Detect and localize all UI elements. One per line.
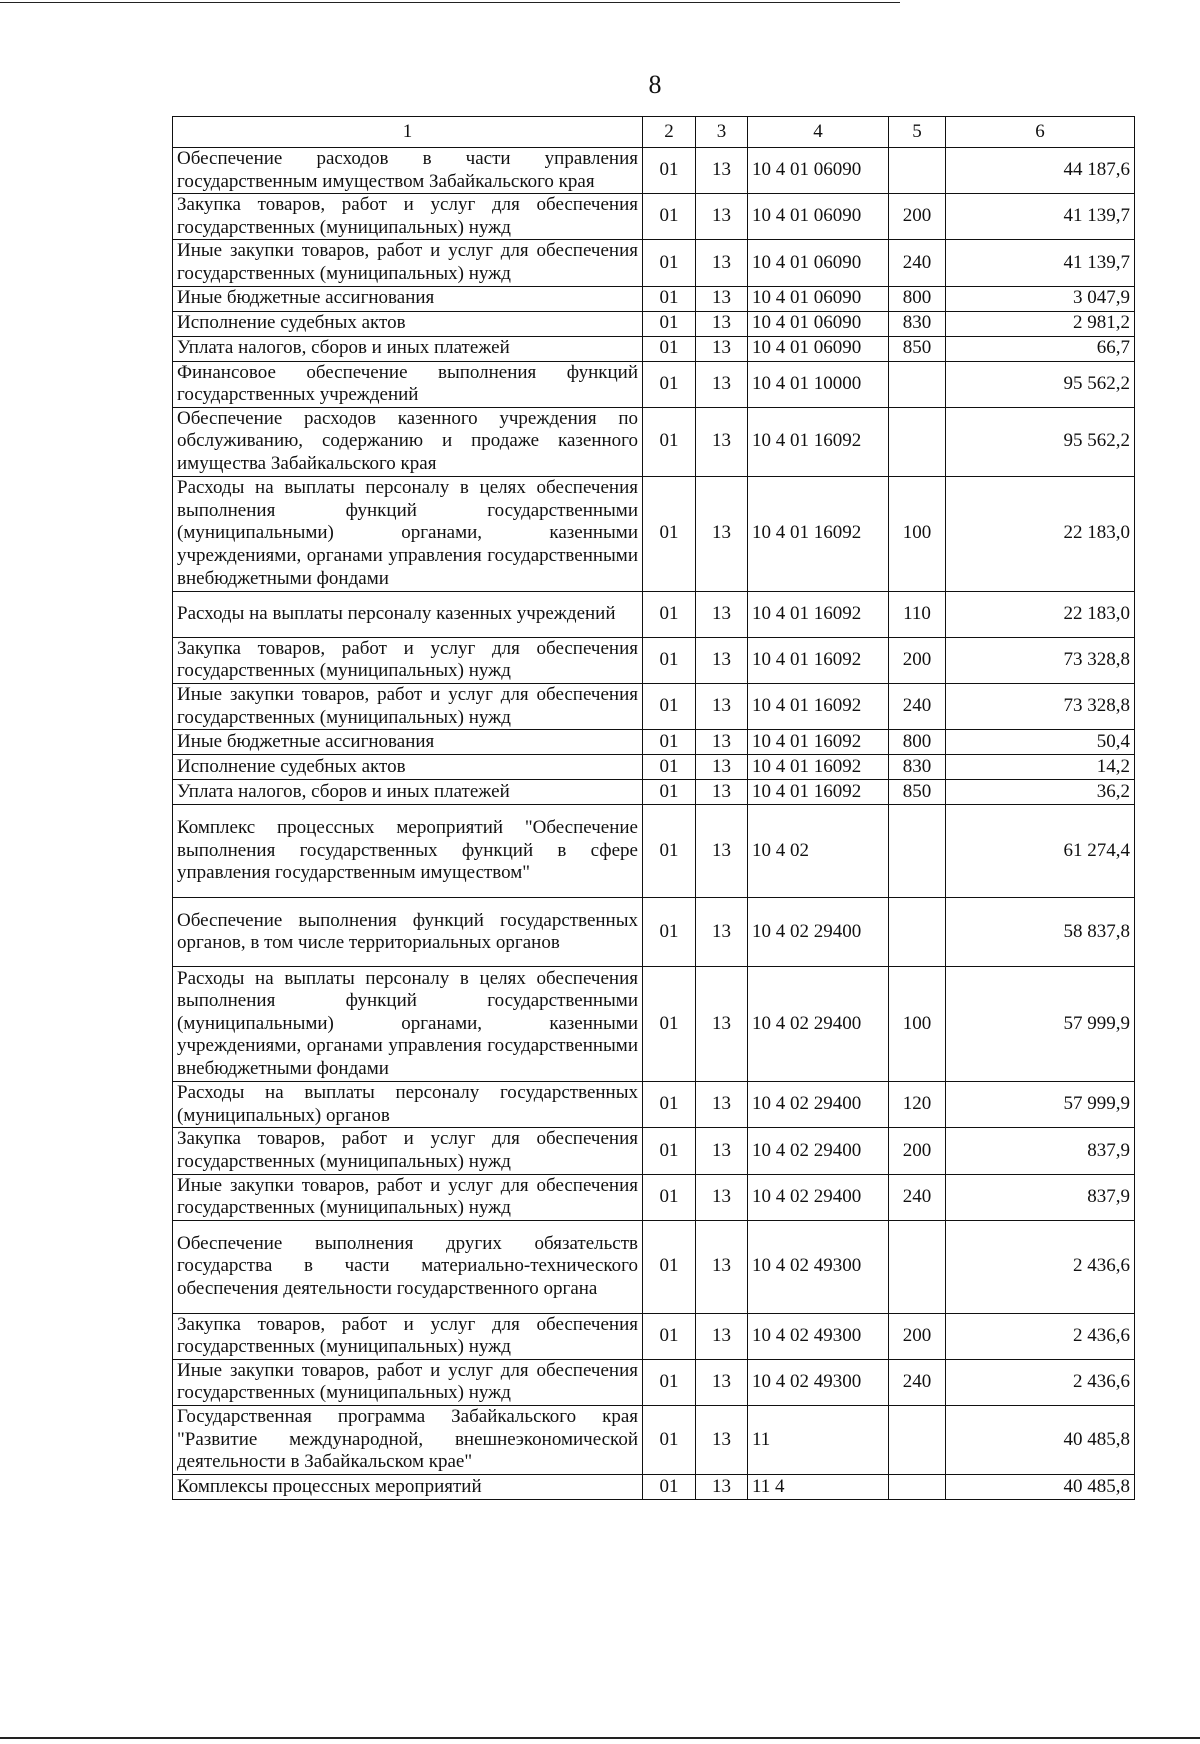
row-amount-cell: 837,9 xyxy=(946,1128,1135,1174)
row-name-cell: Расходы на выплаты персоналу государственных (муниципальных) органов xyxy=(173,1082,643,1128)
row-name-cell: Иные бюджетные ассигнования xyxy=(173,730,643,755)
row-section-cell: 01 xyxy=(643,407,696,476)
row-section-cell: 01 xyxy=(643,1313,696,1359)
row-name-cell: Комплекс процессных мероприятий "Обеспечение выполнения государственных функций в сфере управления государственным имуществом" xyxy=(173,805,643,898)
row-amount-cell: 50,4 xyxy=(946,730,1135,755)
row-section-cell: 01 xyxy=(643,637,696,683)
row-name-cell: Иные закупки товаров, работ и услуг для обеспечения государственных (муниципальных) нужд xyxy=(173,240,643,286)
budget-table-body xyxy=(173,117,1135,1500)
row-expense-type-cell xyxy=(889,1475,946,1500)
row-name-cell: Закупка товаров, работ и услуг для обеспечения государственных (муниципальных) нужд xyxy=(173,1313,643,1359)
row-target-code-cell: 10 4 02 29400 xyxy=(748,898,889,967)
row-target-code-cell: 10 4 02 49300 xyxy=(748,1359,889,1405)
row-expense-type-cell xyxy=(889,361,946,407)
row-expense-type-cell: 240 xyxy=(889,1174,946,1220)
row-subsection-cell: 13 xyxy=(696,637,748,683)
row-amount-cell: 44 187,6 xyxy=(946,148,1135,194)
row-amount-cell: 40 485,8 xyxy=(946,1406,1135,1475)
row-target-code-cell: 10 4 01 06090 xyxy=(748,240,889,286)
row-name-cell: Исполнение судебных актов xyxy=(173,755,643,780)
table-row xyxy=(173,967,1135,1082)
row-target-code-cell: 11 4 xyxy=(748,1475,889,1500)
row-name-cell: Уплата налогов, сборов и иных платежей xyxy=(173,336,643,361)
row-target-code-cell: 10 4 01 16092 xyxy=(748,780,889,805)
table-row xyxy=(173,286,1135,311)
table-row xyxy=(173,476,1135,591)
table-row xyxy=(173,240,1135,286)
row-target-code-cell: 10 4 01 16092 xyxy=(748,637,889,683)
row-target-code-cell: 10 4 01 10000 xyxy=(748,361,889,407)
row-section-cell: 01 xyxy=(643,361,696,407)
row-name-cell: Государственная программа Забайкальского края "Развитие международной, внешнеэкономической деятельности в Забайкальском крае" xyxy=(173,1406,643,1475)
row-expense-type-cell: 830 xyxy=(889,311,946,336)
row-name-cell: Иные закупки товаров, работ и услуг для обеспечения государственных (муниципальных) нужд xyxy=(173,683,643,729)
row-amount-cell: 22 183,0 xyxy=(946,591,1135,637)
row-expense-type-cell: 200 xyxy=(889,1313,946,1359)
table-row xyxy=(173,755,1135,780)
row-amount-cell: 40 485,8 xyxy=(946,1475,1135,1500)
row-target-code-cell: 10 4 02 29400 xyxy=(748,1128,889,1174)
row-section-cell: 01 xyxy=(643,148,696,194)
row-target-code-cell: 10 4 01 16092 xyxy=(748,407,889,476)
row-section-cell: 01 xyxy=(643,1082,696,1128)
row-section-cell: 01 xyxy=(643,1220,696,1313)
row-expense-type-cell xyxy=(889,1220,946,1313)
row-section-cell: 01 xyxy=(643,311,696,336)
header-cell: 3 xyxy=(696,117,748,148)
row-subsection-cell: 13 xyxy=(696,755,748,780)
row-amount-cell: 95 562,2 xyxy=(946,407,1135,476)
row-subsection-cell: 13 xyxy=(696,730,748,755)
row-name-cell: Иные бюджетные ассигнования xyxy=(173,286,643,311)
row-subsection-cell: 13 xyxy=(696,1359,748,1405)
row-section-cell: 01 xyxy=(643,336,696,361)
row-amount-cell: 58 837,8 xyxy=(946,898,1135,967)
row-expense-type-cell: 830 xyxy=(889,755,946,780)
table-row xyxy=(173,407,1135,476)
row-expense-type-cell: 120 xyxy=(889,1082,946,1128)
row-subsection-cell: 13 xyxy=(696,898,748,967)
row-name-cell: Комплексы процессных мероприятий xyxy=(173,1475,643,1500)
row-target-code-cell: 10 4 02 xyxy=(748,805,889,898)
table-row xyxy=(173,1082,1135,1128)
row-expense-type-cell: 240 xyxy=(889,1359,946,1405)
row-target-code-cell: 10 4 02 49300 xyxy=(748,1220,889,1313)
row-name-cell: Иные закупки товаров, работ и услуг для обеспечения государственных (муниципальных) нужд xyxy=(173,1359,643,1405)
row-expense-type-cell: 850 xyxy=(889,780,946,805)
row-expense-type-cell xyxy=(889,805,946,898)
header-cell: 4 xyxy=(748,117,889,148)
row-amount-cell: 2 436,6 xyxy=(946,1313,1135,1359)
row-subsection-cell: 13 xyxy=(696,1406,748,1475)
table-row xyxy=(173,730,1135,755)
row-name-cell: Исполнение судебных актов xyxy=(173,311,643,336)
row-amount-cell: 3 047,9 xyxy=(946,286,1135,311)
table-row xyxy=(173,683,1135,729)
header-cell: 1 xyxy=(173,117,643,148)
row-subsection-cell: 13 xyxy=(696,1174,748,1220)
row-subsection-cell: 13 xyxy=(696,240,748,286)
table-row xyxy=(173,311,1135,336)
row-subsection-cell: 13 xyxy=(696,148,748,194)
row-section-cell: 01 xyxy=(643,591,696,637)
scan-border-top xyxy=(0,2,900,3)
row-subsection-cell: 13 xyxy=(696,1475,748,1500)
table-header-row xyxy=(173,117,1135,148)
row-amount-cell: 73 328,8 xyxy=(946,683,1135,729)
table-row xyxy=(173,898,1135,967)
table-row xyxy=(173,361,1135,407)
row-target-code-cell: 10 4 02 49300 xyxy=(748,1313,889,1359)
row-section-cell: 01 xyxy=(643,967,696,1082)
row-subsection-cell: 13 xyxy=(696,591,748,637)
row-expense-type-cell xyxy=(889,407,946,476)
row-target-code-cell: 10 4 01 16092 xyxy=(748,591,889,637)
row-name-cell: Расходы на выплаты персоналу казенных учреждений xyxy=(173,591,643,637)
row-target-code-cell: 11 xyxy=(748,1406,889,1475)
row-expense-type-cell xyxy=(889,898,946,967)
row-subsection-cell: 13 xyxy=(696,361,748,407)
row-subsection-cell: 13 xyxy=(696,683,748,729)
row-section-cell: 01 xyxy=(643,194,696,240)
row-name-cell: Иные закупки товаров, работ и услуг для обеспечения государственных (муниципальных) нужд xyxy=(173,1174,643,1220)
row-expense-type-cell: 800 xyxy=(889,730,946,755)
table-row xyxy=(173,1475,1135,1500)
header-cell: 6 xyxy=(946,117,1135,148)
row-section-cell: 01 xyxy=(643,1406,696,1475)
row-section-cell: 01 xyxy=(643,898,696,967)
row-subsection-cell: 13 xyxy=(696,967,748,1082)
row-section-cell: 01 xyxy=(643,780,696,805)
row-subsection-cell: 13 xyxy=(696,194,748,240)
row-amount-cell: 73 328,8 xyxy=(946,637,1135,683)
table-row xyxy=(173,1313,1135,1359)
row-expense-type-cell: 100 xyxy=(889,967,946,1082)
row-expense-type-cell: 200 xyxy=(889,637,946,683)
row-amount-cell: 57 999,9 xyxy=(946,967,1135,1082)
row-amount-cell: 61 274,4 xyxy=(946,805,1135,898)
table-row xyxy=(173,805,1135,898)
row-name-cell: Обеспечение выполнения других обязательств государства в части материально-технического обеспечения деятельности государственного органа xyxy=(173,1220,643,1313)
row-section-cell: 01 xyxy=(643,1359,696,1405)
row-subsection-cell: 13 xyxy=(696,1082,748,1128)
table-row xyxy=(173,591,1135,637)
row-target-code-cell: 10 4 01 16092 xyxy=(748,476,889,591)
row-amount-cell: 66,7 xyxy=(946,336,1135,361)
row-subsection-cell: 13 xyxy=(696,476,748,591)
row-amount-cell: 2 436,6 xyxy=(946,1359,1135,1405)
row-section-cell: 01 xyxy=(643,683,696,729)
row-section-cell: 01 xyxy=(643,286,696,311)
row-section-cell: 01 xyxy=(643,1128,696,1174)
row-expense-type-cell: 800 xyxy=(889,286,946,311)
row-section-cell: 01 xyxy=(643,730,696,755)
row-target-code-cell: 10 4 01 16092 xyxy=(748,683,889,729)
row-target-code-cell: 10 4 02 29400 xyxy=(748,967,889,1082)
header-cell: 2 xyxy=(643,117,696,148)
row-expense-type-cell: 240 xyxy=(889,240,946,286)
row-target-code-cell: 10 4 02 29400 xyxy=(748,1082,889,1128)
row-name-cell: Обеспечение расходов казенного учреждения по обслуживанию, содержанию и продаже казенного имущества Забайкальского края xyxy=(173,407,643,476)
row-expense-type-cell: 850 xyxy=(889,336,946,361)
row-subsection-cell: 13 xyxy=(696,311,748,336)
row-amount-cell: 41 139,7 xyxy=(946,194,1135,240)
row-subsection-cell: 13 xyxy=(696,805,748,898)
row-expense-type-cell: 200 xyxy=(889,194,946,240)
row-amount-cell: 22 183,0 xyxy=(946,476,1135,591)
table-row xyxy=(173,1406,1135,1475)
row-amount-cell: 36,2 xyxy=(946,780,1135,805)
row-name-cell: Закупка товаров, работ и услуг для обеспечения государственных (муниципальных) нужд xyxy=(173,637,643,683)
row-subsection-cell: 13 xyxy=(696,1128,748,1174)
scan-border-bottom xyxy=(0,1737,1200,1739)
row-target-code-cell: 10 4 01 06090 xyxy=(748,194,889,240)
row-name-cell: Финансовое обеспечение выполнения функций государственных учреждений xyxy=(173,361,643,407)
header-cell: 5 xyxy=(889,117,946,148)
row-amount-cell: 95 562,2 xyxy=(946,361,1135,407)
row-section-cell: 01 xyxy=(643,240,696,286)
row-expense-type-cell: 100 xyxy=(889,476,946,591)
row-name-cell: Обеспечение расходов в части управления государственным имуществом Забайкальского края xyxy=(173,148,643,194)
row-subsection-cell: 13 xyxy=(696,407,748,476)
row-section-cell: 01 xyxy=(643,1475,696,1500)
table-row xyxy=(173,148,1135,194)
budget-table xyxy=(172,116,1135,1500)
table-row xyxy=(173,1359,1135,1405)
row-amount-cell: 14,2 xyxy=(946,755,1135,780)
row-target-code-cell: 10 4 01 06090 xyxy=(748,311,889,336)
row-target-code-cell: 10 4 01 06090 xyxy=(748,336,889,361)
table-row xyxy=(173,336,1135,361)
row-target-code-cell: 10 4 02 29400 xyxy=(748,1174,889,1220)
row-amount-cell: 57 999,9 xyxy=(946,1082,1135,1128)
row-section-cell: 01 xyxy=(643,1174,696,1220)
row-amount-cell: 837,9 xyxy=(946,1174,1135,1220)
row-subsection-cell: 13 xyxy=(696,780,748,805)
row-subsection-cell: 13 xyxy=(696,336,748,361)
row-subsection-cell: 13 xyxy=(696,1220,748,1313)
row-expense-type-cell xyxy=(889,1406,946,1475)
row-target-code-cell: 10 4 01 16092 xyxy=(748,755,889,780)
table-row xyxy=(173,780,1135,805)
row-target-code-cell: 10 4 01 06090 xyxy=(748,148,889,194)
row-name-cell: Обеспечение выполнения функций государственных органов, в том числе территориальных органов xyxy=(173,898,643,967)
row-section-cell: 01 xyxy=(643,476,696,591)
row-target-code-cell: 10 4 01 16092 xyxy=(748,730,889,755)
row-name-cell: Расходы на выплаты персоналу в целях обеспечения выполнения функций государственными (муниципальными) органами, казенными учреждениями, органами управления государственными внебюджетными фондами xyxy=(173,476,643,591)
table-row xyxy=(173,637,1135,683)
row-name-cell: Закупка товаров, работ и услуг для обеспечения государственных (муниципальных) нужд xyxy=(173,194,643,240)
row-name-cell: Расходы на выплаты персоналу в целях обеспечения выполнения функций государственными (муниципальными) органами, казенными учреждениями, органами управления государственными внебюджетными фондами xyxy=(173,967,643,1082)
table-row xyxy=(173,1220,1135,1313)
row-expense-type-cell: 200 xyxy=(889,1128,946,1174)
table-row xyxy=(173,1174,1135,1220)
table-row xyxy=(173,194,1135,240)
row-amount-cell: 2 981,2 xyxy=(946,311,1135,336)
row-amount-cell: 41 139,7 xyxy=(946,240,1135,286)
row-subsection-cell: 13 xyxy=(696,1313,748,1359)
row-name-cell: Закупка товаров, работ и услуг для обеспечения государственных (муниципальных) нужд xyxy=(173,1128,643,1174)
row-subsection-cell: 13 xyxy=(696,286,748,311)
row-amount-cell: 2 436,6 xyxy=(946,1220,1135,1313)
row-expense-type-cell xyxy=(889,148,946,194)
row-name-cell: Уплата налогов, сборов и иных платежей xyxy=(173,780,643,805)
row-section-cell: 01 xyxy=(643,805,696,898)
row-expense-type-cell: 240 xyxy=(889,683,946,729)
row-expense-type-cell: 110 xyxy=(889,591,946,637)
row-section-cell: 01 xyxy=(643,755,696,780)
row-target-code-cell: 10 4 01 06090 xyxy=(748,286,889,311)
table-row xyxy=(173,1128,1135,1174)
page-number: 8 xyxy=(648,70,662,99)
